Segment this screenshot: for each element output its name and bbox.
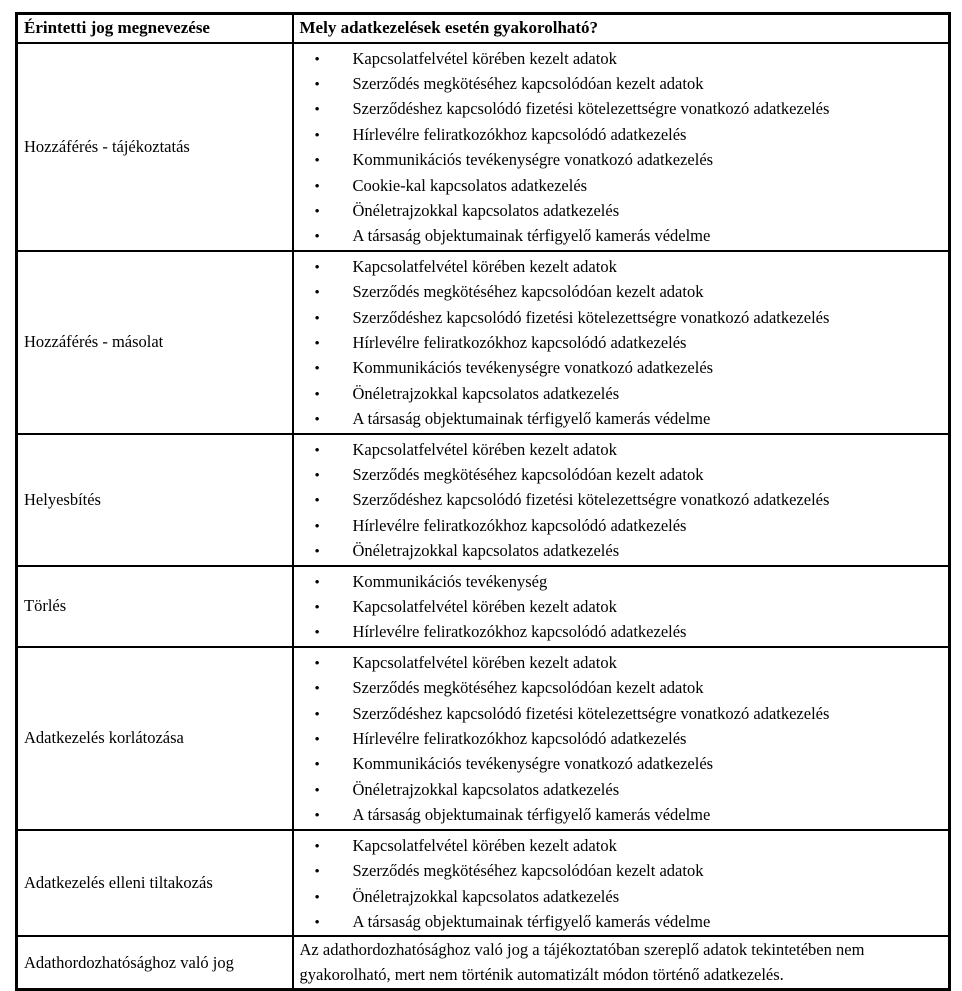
list-item: [294, 885, 945, 910]
bullet-icon: •: [314, 864, 320, 881]
right-name-cell: Helyesbítés: [17, 434, 293, 566]
table-row: [17, 936, 950, 990]
list-item: [294, 778, 945, 803]
list-item: [294, 407, 945, 432]
list-item: [294, 859, 945, 884]
bullet-icon: •: [314, 153, 320, 170]
list-item: [294, 123, 945, 148]
list-item-text: Önéletrajzokkal kapcsolatos adatkezelés: [352, 383, 620, 403]
table-row: [17, 251, 950, 434]
bullet-icon: •: [314, 544, 320, 561]
list-item-text: Önéletrajzokkal kapcsolatos adatkezelés: [352, 886, 620, 906]
list-item: [294, 539, 945, 564]
list-item: [294, 803, 945, 828]
bullet-icon: •: [314, 76, 320, 93]
list-item-text: Cookie-kal kapcsolatos adatkezelés: [352, 175, 588, 195]
table-row: [17, 434, 950, 566]
bullet-icon: •: [314, 681, 320, 698]
list-item-text: A társaság objektumainak térfigyelő kamerás védelme: [352, 805, 711, 825]
bullet-icon: •: [314, 600, 320, 617]
list-item-text: Hírlevélre feliratkozókhoz kapcsolódó adatkezelés: [352, 622, 687, 642]
list-item: [294, 620, 945, 645]
list-item: [294, 174, 945, 199]
list-item-text: A társaság objektumainak térfigyelő kamerás védelme: [352, 911, 711, 931]
list-item-text: Szerződés megkötéséhez kapcsolódóan kezelt adatok: [352, 861, 704, 881]
list-item: [294, 438, 945, 463]
list-item-text: Kapcsolatfelvétel körében kezelt adatok: [352, 256, 617, 276]
bullet-icon: •: [314, 782, 320, 799]
rights-table: [15, 12, 951, 991]
right-name-cell: Adatkezelés elleni tiltakozás: [17, 830, 293, 937]
list-item: [294, 834, 945, 859]
bullet-icon: •: [314, 838, 320, 855]
list-item-text: A társaság objektumainak térfigyelő kamerás védelme: [352, 409, 711, 429]
processing-list: [294, 648, 949, 829]
list-item: [294, 651, 945, 676]
bullet-icon: •: [314, 468, 320, 484]
bullet-icon: •: [314, 493, 320, 510]
bullet-icon: •: [314, 102, 320, 119]
processing-list: [294, 44, 949, 250]
list-item: [294, 280, 945, 305]
list-item: [294, 727, 945, 752]
table-header-row: [17, 14, 950, 43]
list-item-text: Kommunikációs tevékenységre vonatkozó adatkezelés: [352, 150, 714, 170]
table-row: [17, 830, 950, 937]
bullet-icon: •: [314, 361, 320, 378]
right-name-cell: Adathordozhatósághoz való jog: [17, 936, 293, 990]
list-item-text: Kommunikációs tevékenység: [352, 571, 548, 591]
list-item-text: Szerződéshez kapcsolódó fizetési kötelezettségre vonatkozó adatkezelés: [352, 490, 830, 510]
bullet-icon: •: [314, 732, 320, 749]
list-item: [294, 224, 945, 249]
list-item-text: A társaság objektumainak térfigyelő kamerás védelme: [352, 226, 711, 246]
table-row: [17, 647, 950, 830]
bullet-icon: •: [314, 51, 320, 68]
list-item: [294, 382, 945, 407]
list-item-text: Kapcsolatfelvétel körében kezelt adatok: [352, 652, 617, 672]
list-item-text: Szerződés megkötéséhez kapcsolódóan kezelt adatok: [352, 73, 704, 93]
list-item-text: Kommunikációs tevékenységre vonatkozó adatkezelés: [352, 754, 714, 774]
applicability-cell: [293, 43, 950, 251]
list-item-text: Hírlevélre feliratkozókhoz kapcsolódó adatkezelés: [352, 515, 687, 535]
bullet-icon: •: [314, 889, 320, 906]
list-item: [294, 255, 945, 280]
processing-list: [294, 567, 949, 646]
processing-list: [294, 252, 949, 433]
applicability-cell: [293, 647, 950, 830]
applicability-cell: [293, 251, 950, 434]
bullet-icon: •: [314, 808, 320, 825]
list-item-text: Szerződés megkötéséhez kapcsolódóan kezelt adatok: [352, 678, 704, 698]
list-item-text: Kapcsolatfelvétel körében kezelt adatok: [352, 439, 617, 459]
list-item-text: Szerződéshez kapcsolódó fizetési kötelezettségre vonatkozó adatkezelés: [352, 307, 830, 327]
bullet-icon: •: [314, 203, 320, 220]
bullet-icon: •: [314, 442, 320, 459]
list-item-text: Hírlevélre feliratkozókhoz kapcsolódó adatkezelés: [352, 729, 687, 749]
list-item-text: Kommunikációs tevékenységre vonatkozó adatkezelés: [352, 358, 714, 378]
applicability-cell: [293, 434, 950, 566]
right-name-cell: Adatkezelés korlátozása: [17, 647, 293, 830]
bullet-icon: •: [314, 310, 320, 327]
column-header-right-name: Érintetti jog megnevezése: [17, 14, 293, 43]
table-row: [17, 566, 950, 647]
bullet-icon: •: [314, 574, 320, 591]
list-item: [294, 331, 945, 356]
list-item: [294, 47, 945, 72]
processing-list: [294, 831, 949, 936]
table-row: [17, 43, 950, 251]
processing-list: [294, 435, 949, 565]
list-item-text: Hírlevélre feliratkozókhoz kapcsolódó adatkezelés: [352, 124, 687, 144]
list-item: [294, 356, 945, 381]
note-text: Az adathordozhatósághoz való jog a tájékoztatóban szereplő adatok tekintetében nem gyakorolható, mert nem történik automatizált módon történő adatkezelés.: [299, 940, 865, 984]
bullet-icon: •: [314, 412, 320, 429]
bullet-icon: •: [314, 706, 320, 723]
list-item-text: Szerződés megkötéséhez kapcsolódóan kezelt adatok: [352, 465, 704, 484]
list-item: [294, 595, 945, 620]
list-item: [294, 72, 945, 97]
list-item-text: Szerződéshez kapcsolódó fizetési kötelezettségre vonatkozó adatkezelés: [352, 703, 830, 723]
list-item: [294, 514, 945, 539]
list-item: [294, 488, 945, 513]
right-name-cell: Hozzáférés - tájékoztatás: [17, 43, 293, 251]
applicability-cell: [293, 566, 950, 647]
bullet-icon: •: [314, 127, 320, 144]
bullet-icon: •: [314, 655, 320, 672]
list-item-text: Önéletrajzokkal kapcsolatos adatkezelés: [352, 779, 620, 799]
applicability-cell: [293, 936, 950, 990]
list-item-text: Szerződéshez kapcsolódó fizetési kötelezettségre vonatkozó adatkezelés: [352, 99, 830, 119]
list-item: [294, 148, 945, 173]
list-item: [294, 910, 945, 935]
bullet-icon: •: [314, 386, 320, 403]
list-item-text: Szerződés megkötéséhez kapcsolódóan kezelt adatok: [352, 282, 704, 302]
list-item: [294, 199, 945, 224]
bullet-icon: •: [314, 259, 320, 276]
column-header-applicability: Mely adatkezelések esetén gyakorolható?: [293, 14, 950, 43]
list-item-text: Kapcsolatfelvétel körében kezelt adatok: [352, 48, 617, 68]
bullet-icon: •: [314, 914, 320, 931]
list-item: [294, 702, 945, 727]
bullet-icon: •: [314, 285, 320, 302]
list-item: [294, 752, 945, 777]
list-item: [294, 463, 945, 488]
list-item-text: Hírlevélre feliratkozókhoz kapcsolódó adatkezelés: [352, 332, 687, 352]
list-item-text: Önéletrajzokkal kapcsolatos adatkezelés: [352, 541, 620, 561]
bullet-icon: •: [314, 178, 320, 195]
list-item: [294, 676, 945, 701]
bullet-icon: •: [314, 335, 320, 352]
right-name-cell: Törlés: [17, 566, 293, 647]
list-item: [294, 570, 945, 595]
bullet-icon: •: [314, 229, 320, 246]
list-item-text: Kapcsolatfelvétel körében kezelt adatok: [352, 597, 617, 617]
right-name-cell: Hozzáférés - másolat: [17, 251, 293, 434]
list-item-text: Kapcsolatfelvétel körében kezelt adatok: [352, 835, 617, 855]
applicability-cell: [293, 830, 950, 937]
bullet-icon: •: [314, 518, 320, 535]
list-item: [294, 97, 945, 122]
list-item-text: Önéletrajzokkal kapcsolatos adatkezelés: [352, 200, 620, 220]
list-item: [294, 306, 945, 331]
bullet-icon: •: [314, 757, 320, 774]
bullet-icon: •: [314, 625, 320, 642]
